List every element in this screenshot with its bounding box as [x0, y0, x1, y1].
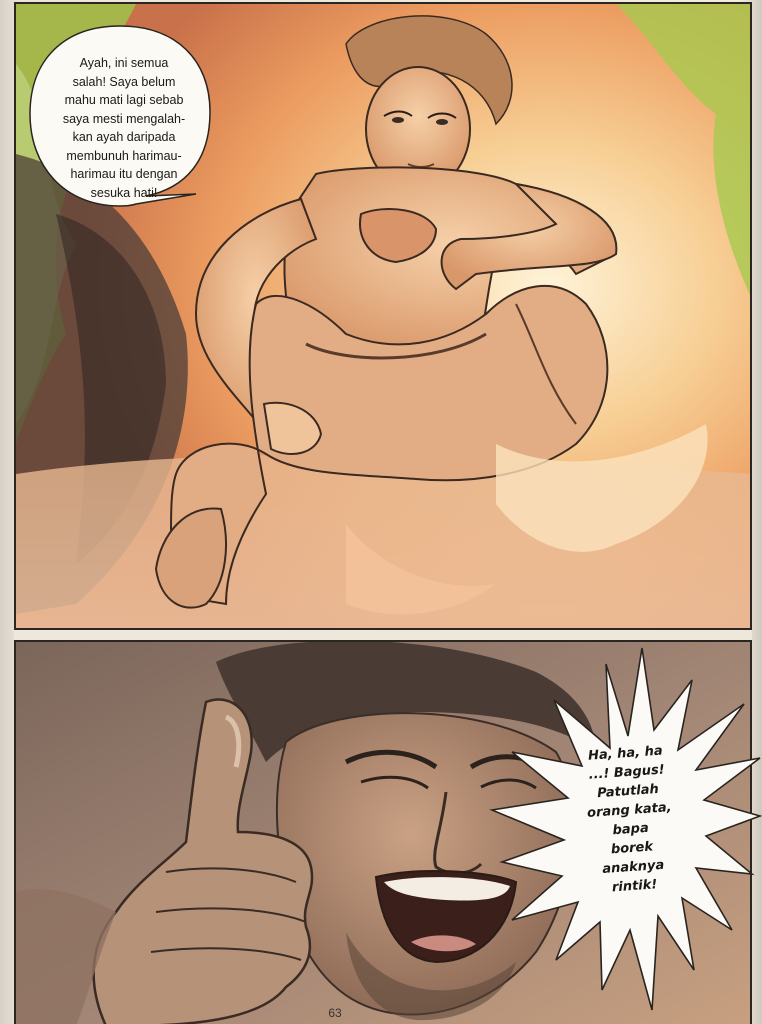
top-panel: [14, 2, 752, 630]
speech-bubble: [26, 20, 214, 210]
speech-bubble-text: Ayah, ini semua salah! Saya belum mahu mati lagi sebab saya mesti mengalah- kan ayah daripada membunuh harimau- harimau itu dengan sesuka hati!: [62, 56, 186, 200]
shout-bubble-text: Ha, ha, ha ...! Bagus! Patutlah orang kata, bapa borek anaknya rintik!: [586, 743, 673, 896]
page-number: 63: [328, 1006, 342, 1020]
panel-gutter: [14, 630, 752, 640]
